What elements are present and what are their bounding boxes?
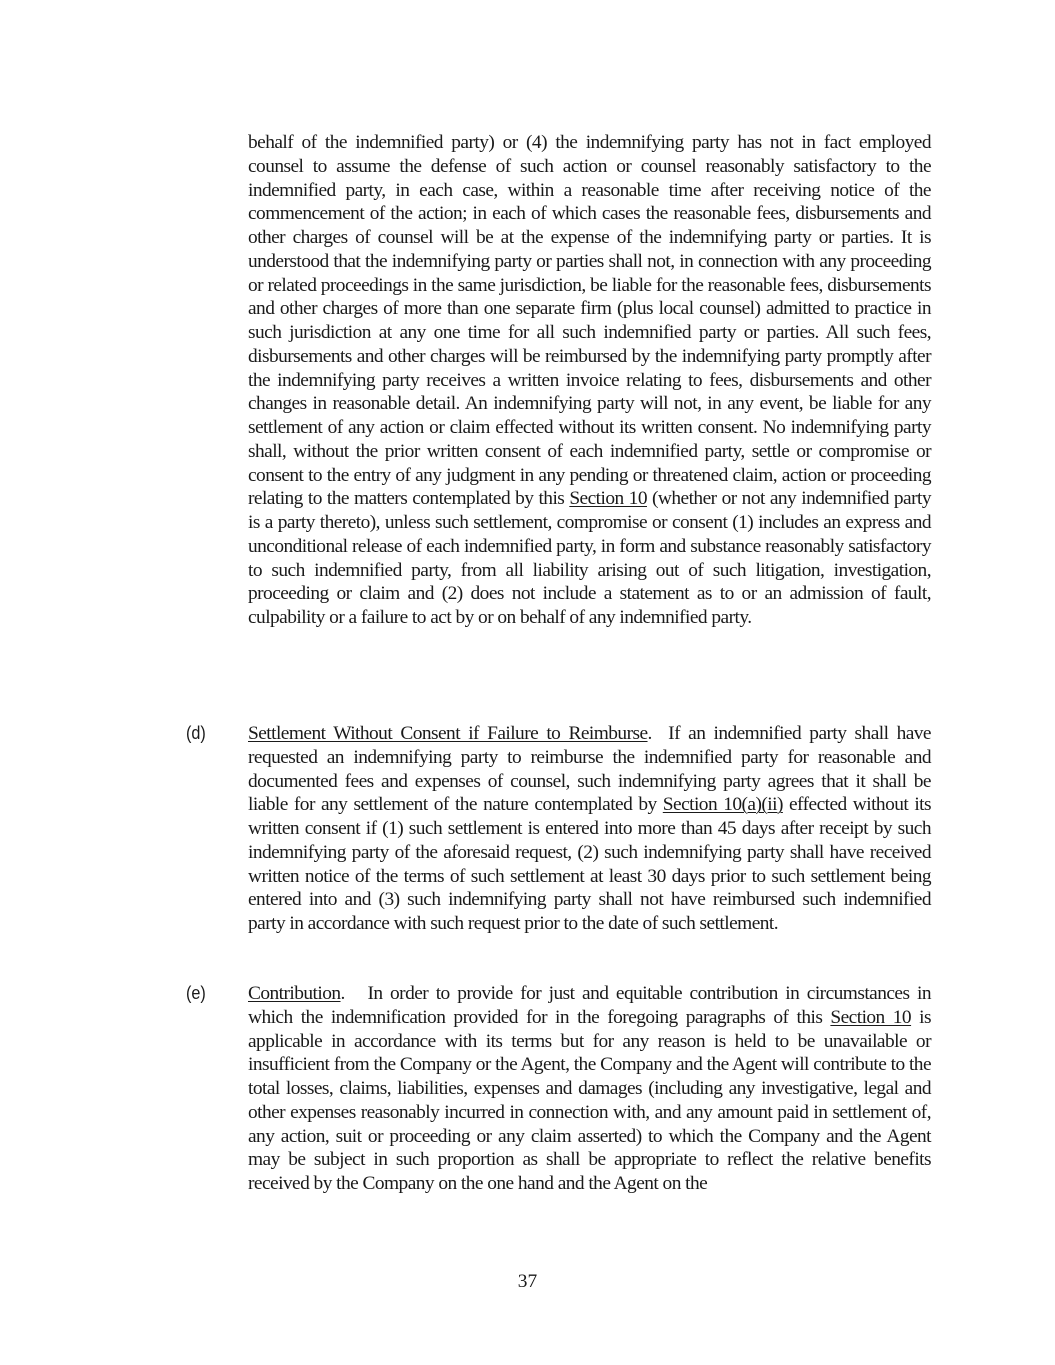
paragraph-text: is applicable in accordance with its terms but for any reason is held to be unavailable or insufficient from the Company or the Agent, the Company and the Agent will contribute to the total losses, claims, liabilities, expenses and damages (including any investigative, legal and other expenses reasonably incurred in connection with, and any amount paid in settlement of, any action, suit or proceeding or any claim asserted) to which the Company and the Agent may be subject in such proportion as shall be appropriate to reflect the relative benefits received by the Company on the one hand and the Agent on the <box>248 1006 931 1194</box>
paragraph-text: If an indemnified party shall have requested an indemnifying party to reimburse the indemnified party for reasonable and documented fees and expenses of counsel, such indemnifying party agrees that it shall be liable for any settlement of the nature contemplated by <box>248 723 936 816</box>
section-e-paragraph <box>248 982 936 1196</box>
continued-paragraph <box>248 131 931 630</box>
section-reference: Section 10 <box>830 1006 912 1028</box>
paragraph-text: In order to provide for just and equitable contribution in circumstances in which the indemnification provided for in the foregoing paragraphs of this <box>248 983 936 1028</box>
section-d-paragraph <box>248 722 936 936</box>
paragraph-text: behalf of the indemnified party) or (4) the indemnifying party has not in fact employed counsel to assume the defense of such action or counsel reasonably satisfactory to the indemnified party, in each case, within a reasonable time after receiving notice of the commencement of the action; in each of which cases the reasonable fees, disbursements and other charges of counsel will be at the expense of the indemnifying party or parties. It is understood that the indemnifying party or parties shall not, in connection with any proceeding or related proceedings in the same jurisdiction, be liable for the reasonable fees, disbursements and other charges of more than one separate firm (plus local counsel) admitted to practice in such jurisdiction at any one time for all such indemnified party or parties. All such fees, disbursements and other charges will be reimbursed by the indemnifying party promptly after the indemnifying party receives a written invoice relating to fees, disbursements and other changes in reasonable detail. An indemnifying party will not, in any event, be liable for any settlement of any action or claim effected without its written consent. No indemnifying party shall, without the prior written consent of each indemnified party, settle or compromise or consent to the entry of any judgment in any pending or threatened claim, action or proceeding relating to the matters contemplated by this <box>248 132 931 510</box>
section-label-e: (e) <box>186 983 206 1003</box>
section-heading: Settlement Without Consent if Failure to Reimburse <box>248 723 648 744</box>
section-heading: Contribution <box>248 983 341 1004</box>
section-reference: Section 10 <box>569 488 647 510</box>
page-number: 37 <box>517 1271 538 1292</box>
section-reference: Section 10(a)(ii) <box>662 794 783 816</box>
paragraph-text: (whether or not any indemnified party is a party thereto), unless such settlement, compromise or consent (1) includes an express and unconditional release of each indemnified party, in form and substance reasonably satisfactory to such indemnified party, from all liability arising out of such litigation, investigation, proceeding or claim and (2) does not include a statement as to or an admission of fault, culpability or a failure to act by or on behalf of any indemnified party. <box>248 488 932 628</box>
paragraph-text: effected without its written consent if (1) such settlement is entered into more than 45 days after receipt by such indemnifying party of the aforesaid request, (2) such indemnifying party shall have received written notice of the terms of such settlement at least 30 days prior to such settlement being entered into and (3) such indemnifying party shall not have reimbursed such indemnified party in accordance with such request prior to the date of such settlement. <box>248 794 931 934</box>
heading-punctuation: . <box>647 723 652 744</box>
section-label-d: (d) <box>186 723 206 743</box>
heading-punctuation: . <box>340 983 345 1004</box>
